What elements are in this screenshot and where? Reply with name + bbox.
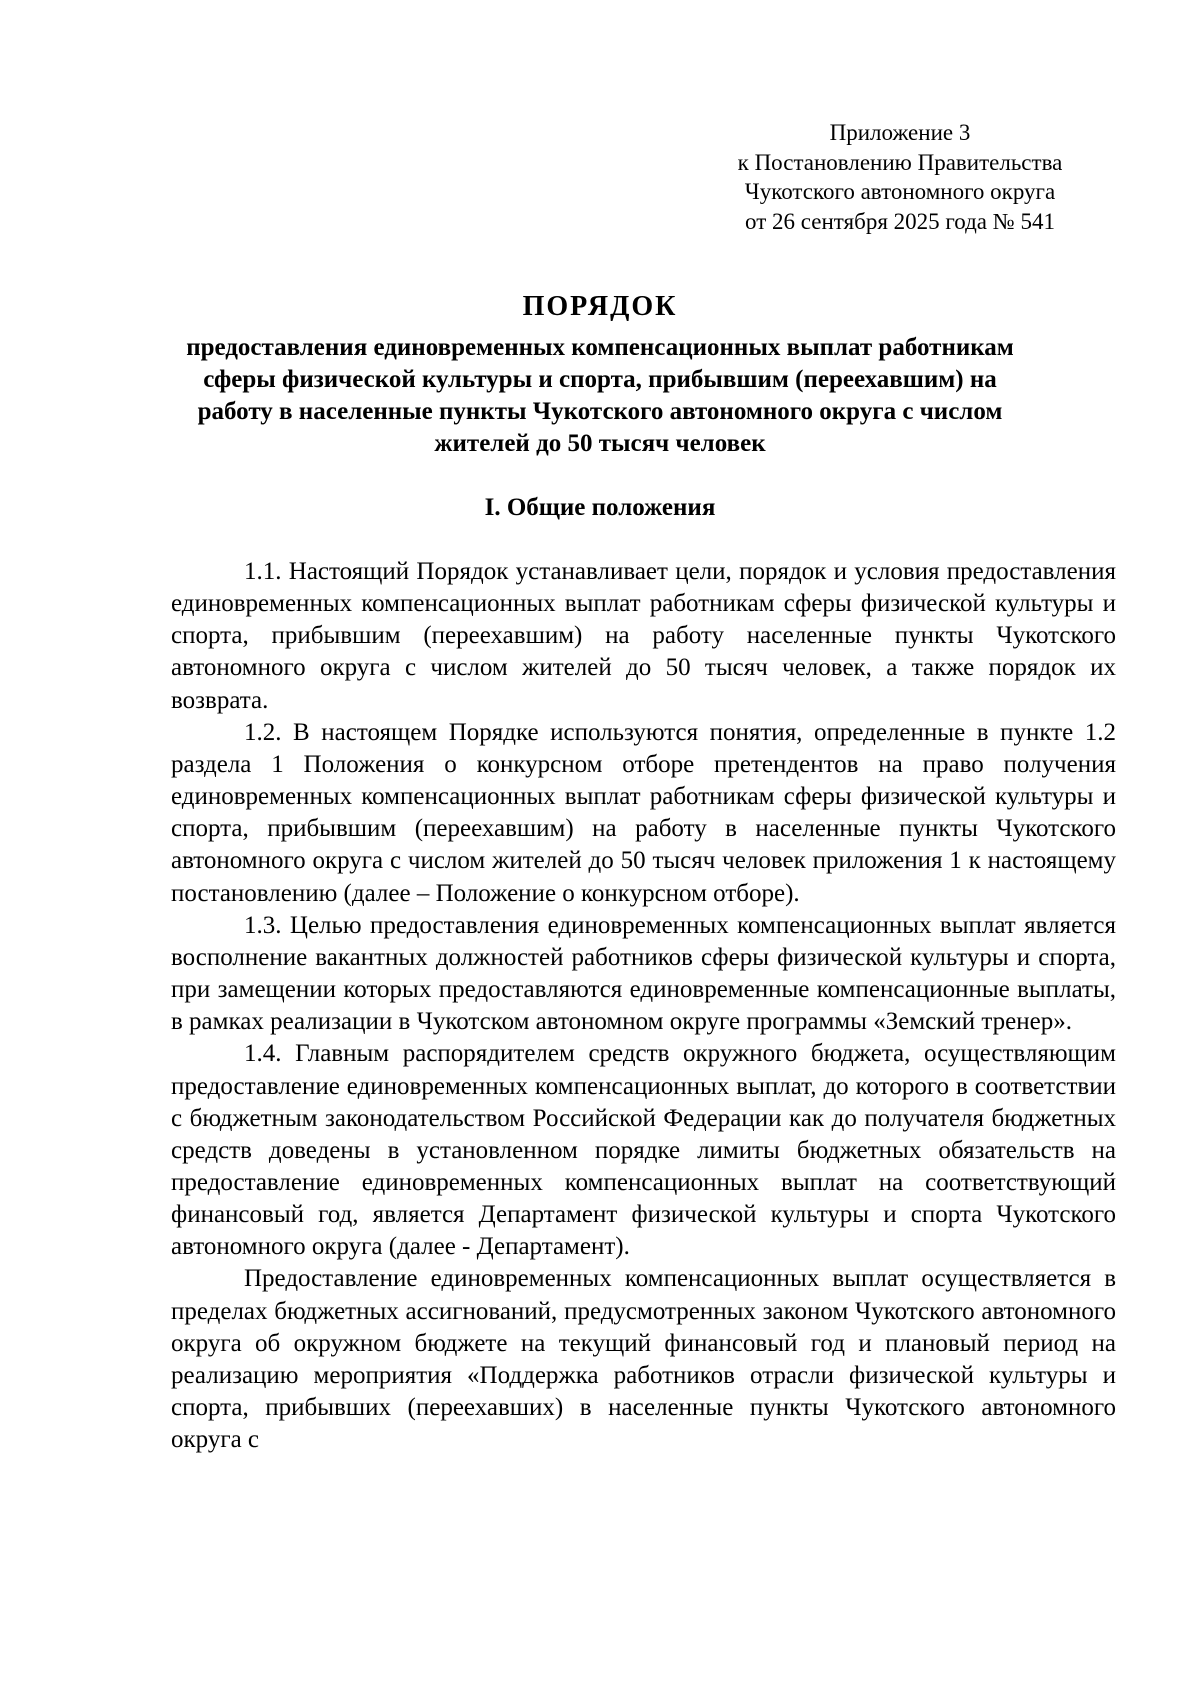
paragraph-1-1: 1.1. Настоящий Порядок устанавливает цели, порядок и условия предоставления единовременных компенсационных выплат работникам сферы физической культуры и спорта, прибывшим (переехавшим) на работу населенные пункты Чукотского автономного округа с числом жителей до 50 тысяч человек, а также порядок их возврата.: [171, 558, 1116, 714]
paragraph-1-3: 1.3. Целью предоставления единовременных компенсационных выплат является восполнение вакантных должностей работников сферы физической культуры и спорта, при замещении которых предоставляются единовременные компенсационные выплаты, в рамках реализации в Чукотском автономном округе программы «Земский тренер».: [171, 911, 1116, 1036]
appendix-resolution-ref: к Постановлению Правительства: [737, 149, 1063, 175]
paragraph-1-4: 1.4. Главным распорядителем средств окружного бюджета, осуществляющим предоставление единовременных компенсационных выплат, до которого в соответствии с бюджетным законодательством Российской Федерации как до получателя бюджетных средств доведены в установленном порядке лимиты бюджетных обязательств на предоставление единовременных компенсационных выплат на соответствующий финансовый год, является Департамент физической культуры и спорта Чукотского автономного округа (далее - Департамент).: [171, 1040, 1116, 1261]
appendix-date-number: от 26 сентября 2025 года № 541: [745, 208, 1055, 234]
appendix-region: Чукотского автономного округа: [744, 179, 1056, 204]
appendix-number: Приложение 3: [829, 120, 971, 145]
subtitle-line: жителей до 50 тысяч человек: [434, 430, 766, 457]
section-heading: I. Общие положения: [484, 494, 716, 521]
subtitle-line: предоставления единовременных компенсационных выплат работникам: [186, 334, 1014, 361]
paragraph-funding: Предоставление единовременных компенсационных выплат осуществляется в пределах бюджетных ассигнований, предусмотренных законом Чукотского автономного округа об окружном бюджете на текущий финансовый год и плановый период на реализацию мероприятия «Поддержка работников отрасли физической культуры и спорта, прибывших (переехавших) в населенные пункты Чукотского автономного округа с: [171, 1265, 1116, 1454]
document-subtitle: [160, 332, 1040, 460]
paragraph-1-2: 1.2. В настоящем Порядке используются понятия, определенные в пункте 1.2 раздела 1 Положения о конкурсном отборе претендентов на право получения единовременных компенсационных выплат работникам сферы физической культуры и спорта, прибывшим (переехавшим) на работу в населенные пункты Чукотского автономного округа с числом жителей до 50 тысяч человек приложения 1 к настоящему постановлению (далее – Положение о конкурсном отборе).: [171, 718, 1116, 907]
document-title: ПОРЯДОК: [522, 291, 678, 322]
subtitle-line: работу в населенные пункты Чукотского автономного округа с числом: [197, 398, 1003, 425]
subtitle-line: сферы физической культуры и спорта, прибывшим (переехавшим) на: [203, 366, 997, 393]
section-body: [171, 556, 1116, 1456]
appendix-header: [700, 118, 1100, 236]
